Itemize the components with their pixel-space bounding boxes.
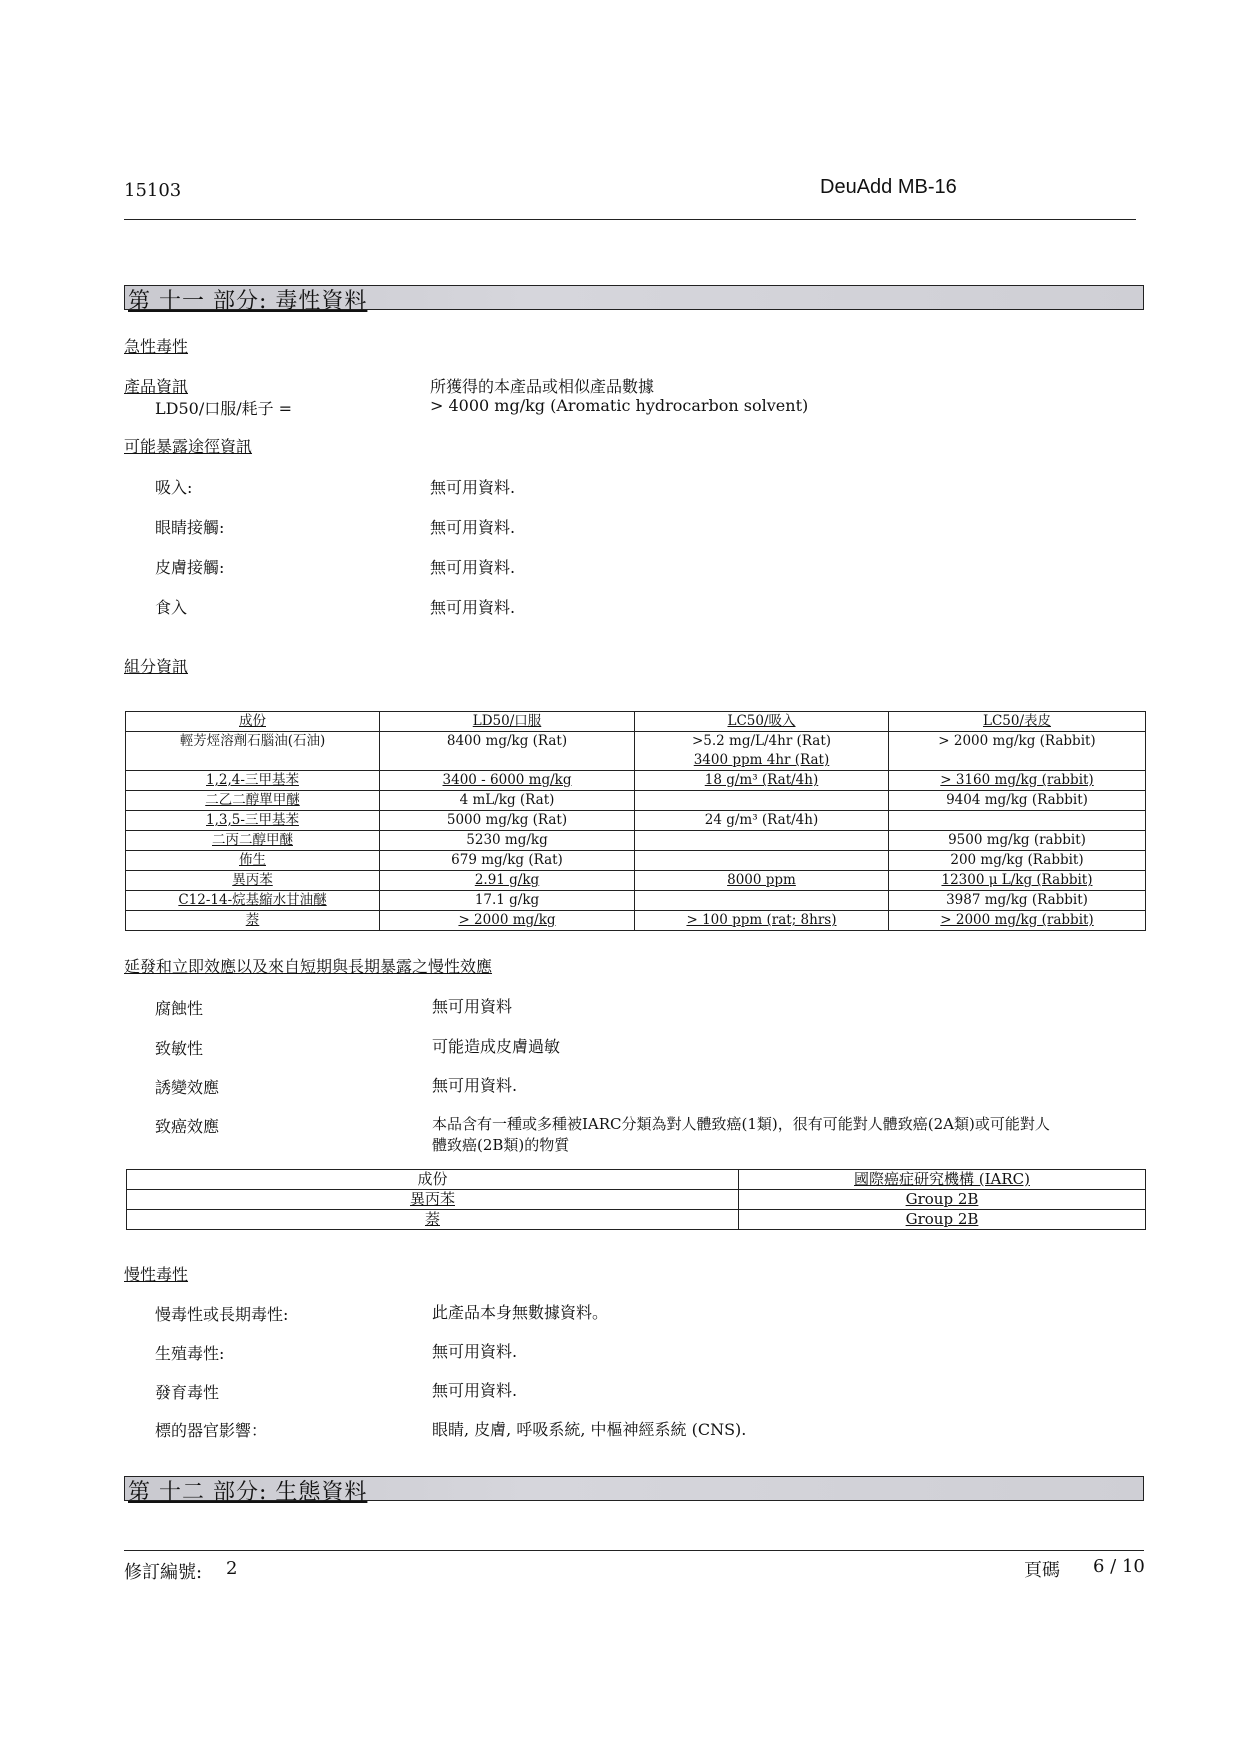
chronic-value: 眼睛, 皮膚, 呼吸系統, 中樞神經系統 (CNS). [432, 1420, 747, 1439]
table-cell: 18 g/m³ (Rat/4h) [635, 771, 889, 791]
chronic-value: 無可用資料. [432, 1342, 518, 1361]
chronic-label: 生殖毒性: [155, 1344, 225, 1363]
column-header: 成份 [127, 1170, 739, 1190]
product-info-label: 產品資訊 [124, 377, 189, 396]
table-cell: 異丙苯 [126, 871, 380, 891]
page-number: 6 / 10 [1093, 1556, 1145, 1577]
table-cell: Group 2B [739, 1210, 1146, 1230]
delayed-effects-heading: 延發和立即效應以及來自短期與長期暴露之慢性效應 [124, 957, 493, 976]
effect-label: 誘變效應 [155, 1078, 220, 1097]
exposure-route-label: 食入 [155, 598, 188, 617]
table-cell: > 2000 mg/kg (Rabbit) [889, 732, 1146, 771]
effect-label: 腐蝕性 [155, 999, 204, 1018]
table-cell: 9500 mg/kg (rabbit) [889, 831, 1146, 851]
table-cell: 12300 μ L/kg (Rabbit) [889, 871, 1146, 891]
table-cell: 5000 mg/kg (Rat) [380, 811, 635, 831]
table-cell: > 3160 mg/kg (rabbit) [889, 771, 1146, 791]
lc50-inhalation-line2: 3400 ppm 4hr (Rat) [693, 752, 830, 768]
column-header: 國際癌症研究機構 (IARC) [739, 1170, 1146, 1190]
table-row [126, 871, 1146, 891]
chronic-label: 發育毒性 [155, 1383, 220, 1402]
table-cell [635, 732, 889, 771]
table-row [126, 851, 1146, 871]
component-toxicity-table [125, 711, 1146, 931]
acute-toxicity-heading: 急性毒性 [124, 337, 189, 356]
table-cell: 二乙二醇單甲醚 [126, 791, 380, 811]
table-cell [635, 891, 889, 911]
revision-value: 2 [226, 1558, 238, 1579]
column-header: 成份 [126, 712, 380, 732]
table-cell: > 2000 mg/kg [380, 911, 635, 931]
table-row [126, 891, 1146, 911]
exposure-route-value: 無可用資料. [430, 478, 516, 497]
table-cell [635, 851, 889, 871]
section-11-header [124, 285, 1144, 314]
table-cell: 1,2,4-三甲基苯 [126, 771, 380, 791]
table-row [127, 1190, 1146, 1210]
column-header: LC50/表皮 [889, 712, 1146, 732]
table-cell: 3987 mg/kg (Rabbit) [889, 891, 1146, 911]
table-header-row [127, 1170, 1146, 1190]
effect-value: 無可用資料 [432, 997, 513, 1016]
column-header: LD50/口服 [380, 712, 635, 732]
header-divider [124, 219, 1136, 220]
exposure-route-label: 吸入: [155, 478, 193, 497]
table-cell: 8000 ppm [635, 871, 889, 891]
product-info-note: 所獲得的本產品或相似產品數據 [430, 377, 655, 396]
table-cell [635, 831, 889, 851]
exposure-route-label: 皮膚接觸: [155, 558, 225, 577]
table-cell: 萘 [126, 911, 380, 931]
table-row [126, 771, 1146, 791]
table-cell: 異丙苯 [127, 1190, 739, 1210]
table-cell: 9404 mg/kg (Rabbit) [889, 791, 1146, 811]
table-cell: 萘 [127, 1210, 739, 1230]
table-row [127, 1210, 1146, 1230]
chronic-label: 慢毒性或長期毒性: [155, 1305, 289, 1324]
chronic-value: 此產品本身無數據資料。 [432, 1303, 609, 1322]
table-row [126, 811, 1146, 831]
effect-value: 無可用資料. [432, 1076, 518, 1095]
exposure-route-value: 無可用資料. [430, 518, 516, 537]
table-cell: 4 mL/kg (Rat) [380, 791, 635, 811]
table-cell: 200 mg/kg (Rabbit) [889, 851, 1146, 871]
doc-number: 15103 [124, 180, 182, 201]
table-cell: > 100 ppm (rat; 8hrs) [635, 911, 889, 931]
exposure-routes-heading: 可能暴露途徑資訊 [124, 437, 253, 456]
table-cell: 1,3,5-三甲基苯 [126, 811, 380, 831]
table-cell: 2.91 g/kg [380, 871, 635, 891]
exposure-route-label: 眼睛接觸: [155, 518, 225, 537]
table-cell: 二丙二醇甲醚 [126, 831, 380, 851]
table-header-row [126, 712, 1146, 732]
carcinogenic-effect-line2: 體致癌(2B類)的物質 [432, 1136, 570, 1154]
table-cell: > 2000 mg/kg (rabbit) [889, 911, 1146, 931]
table-cell: 3400 - 6000 mg/kg [380, 771, 635, 791]
ld50-label: LD50/口服/耗子 = [155, 399, 293, 418]
effect-value: 可能造成皮膚過敏 [432, 1037, 561, 1056]
effect-label: 致癌效應 [155, 1117, 220, 1136]
table-cell: 佈生 [126, 851, 380, 871]
table-row [126, 732, 1146, 771]
chronic-value: 無可用資料. [432, 1381, 518, 1400]
table-cell: 輕芳烴溶劑石腦油(石油) [126, 732, 380, 771]
table-cell: 8400 mg/kg (Rat) [380, 732, 635, 771]
component-info-heading: 組分資訊 [124, 657, 189, 676]
chronic-toxicity-heading: 慢性毒性 [124, 1265, 189, 1284]
carcinogenic-effect-line1: 本品含有一種或多種被IARC分類為對人體致癌(1類)，很有可能對人體致癌(2A類)或可能對人 [432, 1115, 1050, 1133]
table-row [126, 831, 1146, 851]
lc50-inhalation-line1: >5.2 mg/L/4hr (Rat) [691, 733, 832, 749]
table-cell: Group 2B [739, 1190, 1146, 1210]
exposure-route-value: 無可用資料. [430, 598, 516, 617]
revision-label: 修訂編號: [124, 1562, 203, 1583]
table-cell: C12-14-烷基縮水甘油醚 [126, 891, 380, 911]
exposure-route-value: 無可用資料. [430, 558, 516, 577]
table-cell: 5230 mg/kg [380, 831, 635, 851]
ld50-value: > 4000 mg/kg (Aromatic hydrocarbon solvent) [430, 396, 809, 415]
page-label: 頁碼 [1024, 1560, 1060, 1581]
table-cell: 24 g/m³ (Rat/4h) [635, 811, 889, 831]
table-cell: 17.1 g/kg [380, 891, 635, 911]
table-row [126, 911, 1146, 931]
iarc-table [126, 1169, 1146, 1230]
product-name: DeuAdd MB-16 [820, 176, 957, 198]
section-12-title: 第 十二 部分: 生態資料 [128, 1480, 368, 1505]
column-header: LC50/吸入 [635, 712, 889, 732]
table-cell: 679 mg/kg (Rat) [380, 851, 635, 871]
effect-label: 致敏性 [155, 1039, 204, 1058]
chronic-label: 標的器官影響： [155, 1421, 268, 1440]
table-cell [635, 791, 889, 811]
table-cell [889, 811, 1146, 831]
section-12-header [124, 1476, 1144, 1505]
footer-divider [124, 1550, 1144, 1551]
table-row [126, 791, 1146, 811]
section-11-title: 第 十一 部分: 毒性資料 [128, 289, 368, 314]
